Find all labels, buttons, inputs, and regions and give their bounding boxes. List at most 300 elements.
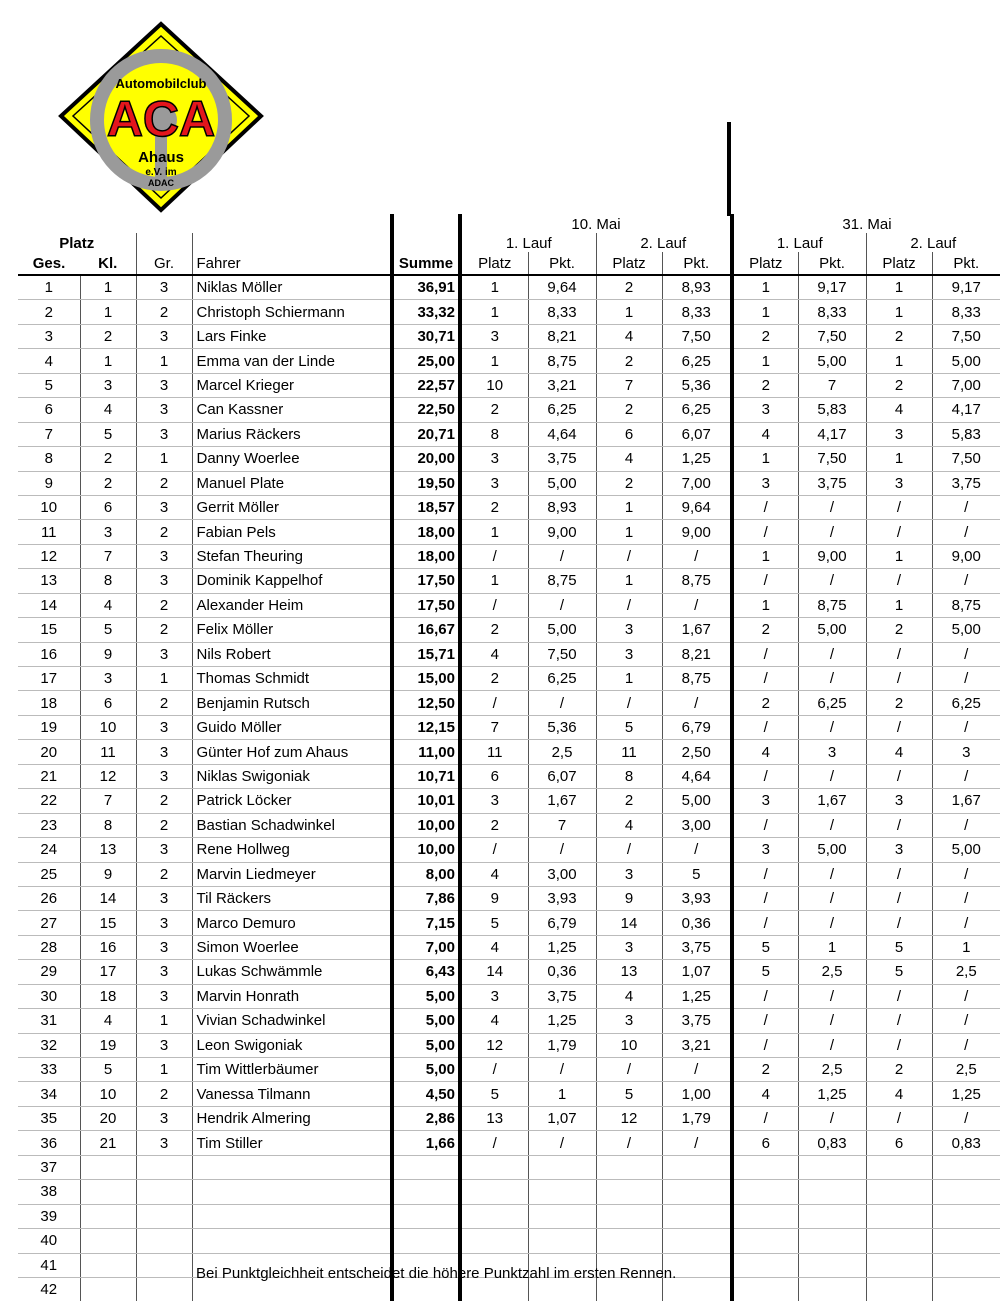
cell-platz-3: 3 <box>732 838 798 862</box>
cell-ges: 32 <box>18 1033 80 1057</box>
aca-logo <box>55 20 267 215</box>
cell-platz-1: 2 <box>460 813 528 837</box>
cell-platz-4: / <box>866 569 932 593</box>
cell-pkt-2: / <box>662 1131 732 1155</box>
cell-pkt-1 <box>528 1180 596 1204</box>
cell-pkt-3: 4,17 <box>798 422 866 446</box>
cell-platz-1: 13 <box>460 1106 528 1130</box>
cell-platz-1 <box>460 1155 528 1179</box>
cell-platz-3: 1 <box>732 349 798 373</box>
cell-gr: 1 <box>136 447 192 471</box>
table-row <box>18 398 1000 422</box>
cell-summe: 4,50 <box>392 1082 460 1106</box>
col-pkt-2: Pkt. <box>662 252 732 275</box>
date-header-2: 31. Mai <box>732 214 1000 233</box>
cell-summe: 5,00 <box>392 984 460 1008</box>
cell-pkt-3: 5,00 <box>798 349 866 373</box>
cell-kl: 2 <box>80 324 136 348</box>
cell-fahrer <box>192 1180 392 1204</box>
cell-kl: 1 <box>80 300 136 324</box>
col-platz-3: Platz <box>732 252 798 275</box>
table-row <box>18 618 1000 642</box>
cell-platz-2 <box>596 1229 662 1253</box>
cell-platz-3: / <box>732 984 798 1008</box>
cell-platz-3: 1 <box>732 275 798 300</box>
cell-summe: 2,86 <box>392 1106 460 1130</box>
table-row <box>18 886 1000 910</box>
cell-platz-3: / <box>732 715 798 739</box>
cell-platz-4: / <box>866 1106 932 1130</box>
cell-platz-4: 3 <box>866 471 932 495</box>
cell-platz-3: / <box>732 642 798 666</box>
cell-platz-1: / <box>460 1058 528 1082</box>
cell-summe: 22,57 <box>392 373 460 397</box>
cell-pkt-3: 8,75 <box>798 593 866 617</box>
table-row <box>18 740 1000 764</box>
cell-pkt-3: 8,33 <box>798 300 866 324</box>
cell-gr: 1 <box>136 667 192 691</box>
cell-platz-3 <box>732 1155 798 1179</box>
cell-ges: 15 <box>18 618 80 642</box>
cell-pkt-1: 1,67 <box>528 789 596 813</box>
cell-summe: 20,00 <box>392 447 460 471</box>
cell-gr: 3 <box>136 1106 192 1130</box>
cell-pkt-2: 1,07 <box>662 960 732 984</box>
cell-platz-2: / <box>596 1058 662 1082</box>
table-row <box>18 349 1000 373</box>
cell-gr: 2 <box>136 862 192 886</box>
cell-gr <box>136 1155 192 1179</box>
cell-platz-4: / <box>866 1033 932 1057</box>
cell-ges: 5 <box>18 373 80 397</box>
cell-pkt-3: 7 <box>798 373 866 397</box>
cell-pkt-4: 7,00 <box>932 373 1000 397</box>
cell-summe: 5,00 <box>392 1009 460 1033</box>
cell-gr: 3 <box>136 935 192 959</box>
cell-ges: 4 <box>18 349 80 373</box>
cell-platz-2: / <box>596 1131 662 1155</box>
cell-pkt-3: / <box>798 886 866 910</box>
cell-platz-4: 1 <box>866 447 932 471</box>
col-pkt-3: Pkt. <box>798 252 866 275</box>
table-row <box>18 471 1000 495</box>
cell-pkt-1: 7,50 <box>528 642 596 666</box>
cell-platz-4: 5 <box>866 935 932 959</box>
cell-pkt-2: 9,00 <box>662 520 732 544</box>
cell-platz-2: / <box>596 544 662 568</box>
cell-gr: 3 <box>136 886 192 910</box>
cell-platz-4: 3 <box>866 422 932 446</box>
cell-fahrer: Lars Finke <box>192 324 392 348</box>
cell-platz-4: 2 <box>866 373 932 397</box>
cell-gr: 3 <box>136 764 192 788</box>
cell-gr: 3 <box>136 740 192 764</box>
cell-ges: 27 <box>18 911 80 935</box>
cell-summe: 18,00 <box>392 520 460 544</box>
cell-ges: 2 <box>18 300 80 324</box>
cell-pkt-4: 3 <box>932 740 1000 764</box>
cell-summe: 11,00 <box>392 740 460 764</box>
cell-pkt-1: / <box>528 1131 596 1155</box>
cell-pkt-3: 2,5 <box>798 960 866 984</box>
cell-pkt-4 <box>932 1277 1000 1301</box>
cell-pkt-3: / <box>798 715 866 739</box>
cell-platz-2: 4 <box>596 447 662 471</box>
cell-platz-4 <box>866 1277 932 1301</box>
table-row <box>18 838 1000 862</box>
cell-pkt-4: 0,83 <box>932 1131 1000 1155</box>
cell-ges: 11 <box>18 520 80 544</box>
cell-pkt-1: 3,00 <box>528 862 596 886</box>
cell-pkt-1: 5,00 <box>528 471 596 495</box>
cell-pkt-2: / <box>662 544 732 568</box>
cell-ges: 16 <box>18 642 80 666</box>
cell-platz-1: 14 <box>460 960 528 984</box>
cell-gr: 3 <box>136 960 192 984</box>
cell-platz-2: 8 <box>596 764 662 788</box>
cell-platz-4: 1 <box>866 349 932 373</box>
cell-platz-2: 3 <box>596 935 662 959</box>
cell-platz-1: 1 <box>460 349 528 373</box>
cell-platz-2: / <box>596 838 662 862</box>
cell-pkt-3: 1,67 <box>798 789 866 813</box>
cell-pkt-3: 0,83 <box>798 1131 866 1155</box>
cell-fahrer: Marvin Honrath <box>192 984 392 1008</box>
cell-platz-2: 9 <box>596 886 662 910</box>
cell-fahrer: Vanessa Tilmann <box>192 1082 392 1106</box>
cell-fahrer <box>192 1204 392 1228</box>
cell-pkt-3 <box>798 1253 866 1277</box>
cell-pkt-2 <box>662 1204 732 1228</box>
cell-pkt-4 <box>932 1229 1000 1253</box>
cell-pkt-2: 3,00 <box>662 813 732 837</box>
cell-pkt-2: 9,64 <box>662 495 732 519</box>
cell-pkt-2: 4,64 <box>662 764 732 788</box>
table-row <box>18 569 1000 593</box>
cell-platz-3: 3 <box>732 398 798 422</box>
cell-fahrer: Marvin Liedmeyer <box>192 862 392 886</box>
cell-summe <box>392 1180 460 1204</box>
cell-pkt-2: 8,93 <box>662 275 732 300</box>
table-row <box>18 1180 1000 1204</box>
cell-fahrer: Hendrik Almering <box>192 1106 392 1130</box>
cell-gr: 3 <box>136 398 192 422</box>
cell-platz-2: 2 <box>596 349 662 373</box>
cell-platz-3: 2 <box>732 1058 798 1082</box>
cell-platz-3: 1 <box>732 300 798 324</box>
cell-platz-2 <box>596 1204 662 1228</box>
cell-summe: 36,91 <box>392 275 460 300</box>
cell-fahrer: Marco Demuro <box>192 911 392 935</box>
cell-platz-3: 1 <box>732 593 798 617</box>
table-row <box>18 715 1000 739</box>
cell-pkt-4: / <box>932 911 1000 935</box>
cell-platz-4: 2 <box>866 1058 932 1082</box>
cell-pkt-1: 1,25 <box>528 935 596 959</box>
cell-summe: 16,67 <box>392 618 460 642</box>
cell-summe: 30,71 <box>392 324 460 348</box>
cell-kl: 6 <box>80 495 136 519</box>
cell-platz-3: / <box>732 520 798 544</box>
cell-fahrer: Marius Räckers <box>192 422 392 446</box>
cell-pkt-2: 1,67 <box>662 618 732 642</box>
cell-platz-2: 5 <box>596 1082 662 1106</box>
cell-pkt-4: / <box>932 862 1000 886</box>
table-row <box>18 764 1000 788</box>
cell-platz-4: 5 <box>866 960 932 984</box>
cell-platz-2: 4 <box>596 984 662 1008</box>
table-row <box>18 1058 1000 1082</box>
cell-gr: 2 <box>136 1082 192 1106</box>
cell-fahrer: Patrick Löcker <box>192 789 392 813</box>
cell-pkt-3: / <box>798 1009 866 1033</box>
cell-pkt-4: / <box>932 813 1000 837</box>
header-row-lauf <box>18 233 1000 252</box>
cell-fahrer: Gerrit Möller <box>192 495 392 519</box>
cell-pkt-4: 8,75 <box>932 593 1000 617</box>
cell-platz-2: 4 <box>596 324 662 348</box>
cell-gr: 3 <box>136 495 192 519</box>
cell-gr <box>136 1204 192 1228</box>
cell-pkt-2: 7,00 <box>662 471 732 495</box>
cell-platz-3: 2 <box>732 324 798 348</box>
table-row <box>18 691 1000 715</box>
cell-platz-1: 3 <box>460 447 528 471</box>
cell-pkt-1: 8,21 <box>528 324 596 348</box>
cell-summe: 25,00 <box>392 349 460 373</box>
cell-pkt-2: 7,50 <box>662 324 732 348</box>
cell-pkt-4: / <box>932 715 1000 739</box>
cell-pkt-4: 1,25 <box>932 1082 1000 1106</box>
cell-ges: 41 <box>18 1253 80 1277</box>
cell-pkt-4: 1,67 <box>932 789 1000 813</box>
cell-ges: 35 <box>18 1106 80 1130</box>
cell-pkt-1: 8,33 <box>528 300 596 324</box>
cell-summe: 12,15 <box>392 715 460 739</box>
cell-platz-4: / <box>866 642 932 666</box>
cell-pkt-1: 1 <box>528 1082 596 1106</box>
cell-ges: 30 <box>18 984 80 1008</box>
cell-kl: 20 <box>80 1106 136 1130</box>
cell-pkt-4: 5,00 <box>932 838 1000 862</box>
table-row <box>18 642 1000 666</box>
cell-pkt-2: 1,79 <box>662 1106 732 1130</box>
cell-platz-2: / <box>596 593 662 617</box>
cell-summe: 10,01 <box>392 789 460 813</box>
table-row <box>18 789 1000 813</box>
cell-pkt-3 <box>798 1204 866 1228</box>
cell-platz-3: 2 <box>732 691 798 715</box>
cell-pkt-1: 1,25 <box>528 1009 596 1033</box>
cell-pkt-1: 9,00 <box>528 520 596 544</box>
cell-platz-2: 1 <box>596 569 662 593</box>
cell-platz-3: 2 <box>732 618 798 642</box>
cell-platz-3: / <box>732 1106 798 1130</box>
col-platz-4: Platz <box>866 252 932 275</box>
cell-platz-1: / <box>460 838 528 862</box>
cell-summe: 33,32 <box>392 300 460 324</box>
cell-platz-3: 4 <box>732 422 798 446</box>
cell-pkt-2: 1,25 <box>662 447 732 471</box>
cell-kl: 6 <box>80 691 136 715</box>
cell-kl: 9 <box>80 642 136 666</box>
cell-pkt-2: 3,21 <box>662 1033 732 1057</box>
cell-pkt-2: 8,21 <box>662 642 732 666</box>
cell-pkt-1: 5,36 <box>528 715 596 739</box>
cell-platz-2: 1 <box>596 495 662 519</box>
col-gr: Gr. <box>136 252 192 275</box>
cell-gr: 3 <box>136 373 192 397</box>
cell-platz-3 <box>732 1180 798 1204</box>
cell-summe <box>392 1229 460 1253</box>
cell-platz-4: 1 <box>866 544 932 568</box>
cell-summe <box>392 1155 460 1179</box>
col-platz-2: Platz <box>596 252 662 275</box>
cell-platz-3: / <box>732 569 798 593</box>
cell-kl: 14 <box>80 886 136 910</box>
cell-gr: 2 <box>136 300 192 324</box>
cell-pkt-2: 1,25 <box>662 984 732 1008</box>
cell-platz-1: 12 <box>460 1033 528 1057</box>
table-row <box>18 862 1000 886</box>
cell-pkt-3: / <box>798 1106 866 1130</box>
cell-ges: 34 <box>18 1082 80 1106</box>
cell-platz-1: 2 <box>460 618 528 642</box>
col-kl: Kl. <box>80 252 136 275</box>
cell-pkt-4 <box>932 1180 1000 1204</box>
cell-summe: 18,57 <box>392 495 460 519</box>
cell-ges: 23 <box>18 813 80 837</box>
cell-kl <box>80 1229 136 1253</box>
cell-pkt-1: 3,75 <box>528 984 596 1008</box>
table-row <box>18 667 1000 691</box>
cell-summe: 17,50 <box>392 593 460 617</box>
cell-pkt-1: 7 <box>528 813 596 837</box>
cell-platz-3: 1 <box>732 544 798 568</box>
cell-kl: 3 <box>80 520 136 544</box>
cell-pkt-3: 3 <box>798 740 866 764</box>
cell-platz-3: 3 <box>732 471 798 495</box>
cell-pkt-3: / <box>798 813 866 837</box>
col-platz-1: Platz <box>460 252 528 275</box>
cell-pkt-1: 8,75 <box>528 349 596 373</box>
cell-platz-1 <box>460 1229 528 1253</box>
cell-gr <box>136 1229 192 1253</box>
cell-gr: 2 <box>136 471 192 495</box>
cell-platz-4: / <box>866 813 932 837</box>
cell-pkt-4: 1 <box>932 935 1000 959</box>
cell-platz-1: 3 <box>460 471 528 495</box>
cell-platz-1: / <box>460 593 528 617</box>
cell-kl: 5 <box>80 1058 136 1082</box>
cell-pkt-4: / <box>932 495 1000 519</box>
cell-fahrer: Fabian Pels <box>192 520 392 544</box>
cell-fahrer: Marcel Krieger <box>192 373 392 397</box>
cell-pkt-2: / <box>662 838 732 862</box>
cell-gr: 1 <box>136 349 192 373</box>
cell-platz-3: / <box>732 1009 798 1033</box>
col-pkt-4: Pkt. <box>932 252 1000 275</box>
cell-platz-2: 13 <box>596 960 662 984</box>
cell-platz-4: / <box>866 667 932 691</box>
cell-platz-3 <box>732 1253 798 1277</box>
cell-pkt-4: / <box>932 1009 1000 1033</box>
cell-platz-4: / <box>866 1009 932 1033</box>
cell-pkt-3: / <box>798 569 866 593</box>
cell-ges: 26 <box>18 886 80 910</box>
cell-pkt-2: 3,93 <box>662 886 732 910</box>
cell-platz-3: / <box>732 911 798 935</box>
cell-pkt-1 <box>528 1229 596 1253</box>
cell-platz-4: / <box>866 886 932 910</box>
cell-platz-4 <box>866 1253 932 1277</box>
cell-pkt-2: 8,75 <box>662 667 732 691</box>
cell-ges: 13 <box>18 569 80 593</box>
cell-fahrer: Danny Woerlee <box>192 447 392 471</box>
cell-pkt-4: 9,17 <box>932 275 1000 300</box>
cell-ges: 18 <box>18 691 80 715</box>
cell-platz-2: 2 <box>596 275 662 300</box>
cell-platz-1: 10 <box>460 373 528 397</box>
table-row <box>18 1009 1000 1033</box>
table-row <box>18 593 1000 617</box>
cell-platz-2: 1 <box>596 520 662 544</box>
cell-pkt-3 <box>798 1229 866 1253</box>
cell-pkt-2: 2,50 <box>662 740 732 764</box>
table-row <box>18 1033 1000 1057</box>
cell-platz-4 <box>866 1204 932 1228</box>
cell-gr: 2 <box>136 618 192 642</box>
cell-gr: 3 <box>136 838 192 862</box>
cell-kl <box>80 1253 136 1277</box>
table-row <box>18 275 1000 300</box>
table-row <box>18 1155 1000 1179</box>
cell-pkt-1 <box>528 1204 596 1228</box>
cell-kl: 5 <box>80 422 136 446</box>
cell-pkt-1: 5,00 <box>528 618 596 642</box>
cell-pkt-4: 8,33 <box>932 300 1000 324</box>
cell-pkt-2: 8,33 <box>662 300 732 324</box>
cell-gr: 3 <box>136 324 192 348</box>
cell-platz-1: 1 <box>460 569 528 593</box>
cell-ges: 31 <box>18 1009 80 1033</box>
cell-gr: 3 <box>136 715 192 739</box>
cell-pkt-4: 6,25 <box>932 691 1000 715</box>
cell-ges: 3 <box>18 324 80 348</box>
cell-platz-4: 6 <box>866 1131 932 1155</box>
cell-platz-3: / <box>732 1033 798 1057</box>
cell-ges: 25 <box>18 862 80 886</box>
cell-kl: 9 <box>80 862 136 886</box>
cell-fahrer: Simon Woerlee <box>192 935 392 959</box>
cell-pkt-4: / <box>932 886 1000 910</box>
cell-platz-3: / <box>732 667 798 691</box>
cell-pkt-4: 3,75 <box>932 471 1000 495</box>
cell-gr: 3 <box>136 544 192 568</box>
date-header-1: 10. Mai <box>460 214 732 233</box>
cell-platz-1: 3 <box>460 789 528 813</box>
cell-summe: 12,50 <box>392 691 460 715</box>
cell-pkt-1: 6,79 <box>528 911 596 935</box>
cell-platz-4: 4 <box>866 740 932 764</box>
cell-platz-1: 3 <box>460 324 528 348</box>
cell-pkt-3 <box>798 1180 866 1204</box>
cell-platz-1: 1 <box>460 520 528 544</box>
cell-pkt-3: 9,17 <box>798 275 866 300</box>
cell-platz-1: 2 <box>460 495 528 519</box>
cell-summe: 8,00 <box>392 862 460 886</box>
cell-ges: 12 <box>18 544 80 568</box>
